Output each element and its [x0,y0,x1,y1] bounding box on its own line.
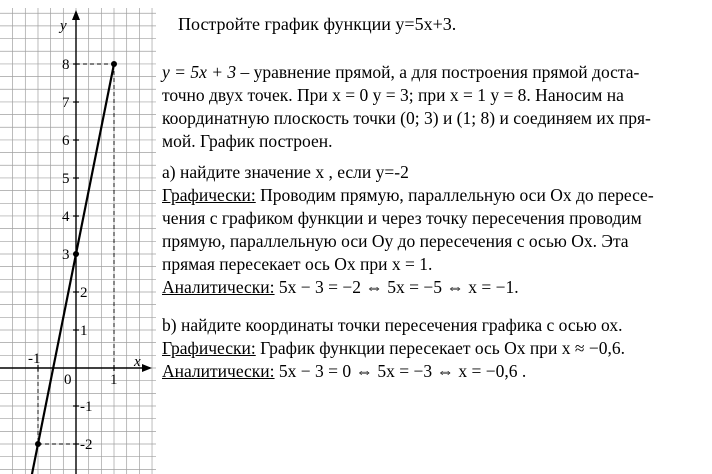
y-axis-label: y [60,18,67,34]
y-tick-label: -1 [80,399,93,415]
function-graph [0,0,160,474]
y-tick-label: 1 [80,323,88,339]
part-a-graph-line-1 [162,185,654,206]
part-a-graph-line-4: прямая пересекает ось Ox при x = 1. [162,254,433,274]
part-b-question: b) найдите координаты точки пересечения графика с осью ох. [162,315,623,335]
graph-point [73,251,79,257]
x-tick-label: 1 [110,372,118,388]
graph-point [35,441,41,447]
page-title: Постройте график функции y=5x+3. [178,14,457,34]
y-axis-arrow [72,10,80,20]
part-b-graph-line [162,338,625,359]
part-b-analytic-label: Аналитически: [162,361,275,381]
intro-line-3: координатную плоскость точки (0; 3) и (1; 8) и соединяем их пря- [162,108,651,128]
intro-line-2: точно двух точек. При x = 0 y = 3; при x = 1 y = 8. Наносим на [162,85,624,105]
intro-line-4: мой. График построен. [162,131,333,151]
y-tick-label: 5 [62,171,70,187]
x-axis-label: x [134,354,141,370]
intro-equation: y = 5x + 3 [162,62,237,82]
graph-point [111,61,117,67]
intro-line-1 [162,62,639,83]
part-a-graph-line-3: прямую, параллельную оси Oy до пересечения с осью Ox. Эта [162,231,629,251]
part-b-analytic-line [162,361,526,382]
y-tick-label: 8 [62,57,70,73]
y-tick-label: 3 [62,247,70,263]
part-a-analytic-text: 5x − 3 = −2 ⇔ 5x = −5 ⇔ x = −1. [274,277,519,297]
part-a-graph-line-2: чения с графиком функции и через точку пересечения проводим [162,208,642,228]
intro-line-1-text: – уравнение прямой, а для построения прямой доста- [236,62,640,82]
part-a-analytic-label: Аналитически: [162,277,275,297]
y-tick-label: -2 [80,437,93,453]
part-a-graph-label: Графически: [162,185,256,205]
y-tick-label: 4 [62,209,70,225]
part-b-graph-label: Графически: [162,338,256,358]
x-axis-arrow [142,364,152,372]
y-tick-label: 7 [62,95,70,111]
y-tick-label: 6 [62,133,70,149]
part-b-analytic-text: 5x − 3 = 0 ⇔ 5x = −3 ⇔ x = −0,6 . [274,361,527,381]
part-a-analytic-line [162,277,519,298]
part-a-graph-text-1: Проводим прямую, параллельную оси Ox до пересе- [255,185,654,205]
part-b-graph-text: График функции пересекает ось Ox при x ≈ −0,6. [255,338,626,358]
part-a-question: а) найдите значение х , если у=-2 [162,162,409,182]
x-tick-label: -1 [28,351,41,367]
origin-label: 0 [64,372,72,388]
y-tick-label: 2 [80,285,88,301]
